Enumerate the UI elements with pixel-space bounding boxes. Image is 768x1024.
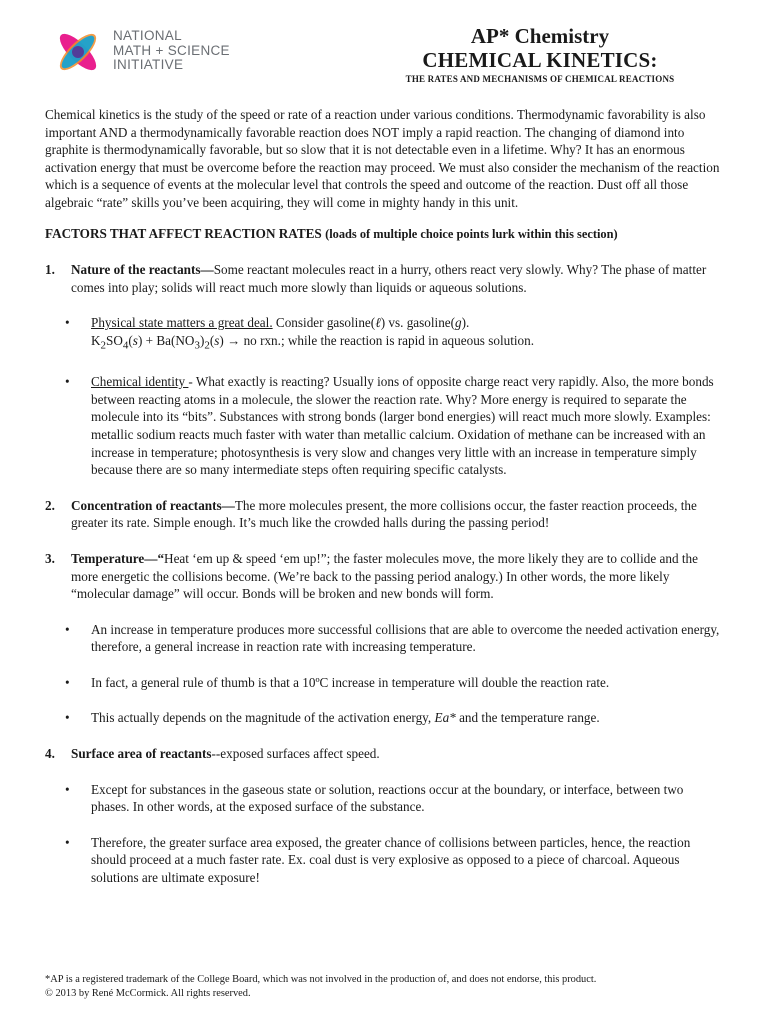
activation-energy-symbol: Ea* <box>434 710 456 726</box>
item-label: Concentration of reactants— <box>71 497 235 513</box>
nmsi-logo-mark <box>52 26 104 78</box>
subscript: 2 <box>204 339 210 352</box>
nmsi-logo <box>52 26 272 84</box>
course-title: AP* Chemistry <box>470 24 610 48</box>
bullet-list <box>45 314 725 478</box>
item-body <box>71 261 725 296</box>
bullet-text: This actually depends on the magnitude of the activation energy, <box>91 710 435 726</box>
bullet-chemical-identity <box>45 373 725 479</box>
bullet-list <box>45 781 725 887</box>
equation-part: ) + Ba(NO <box>137 332 195 348</box>
bullet-item: • Except for substances in the gaseous state or solution, reactions occur at the boundary, or interface, between two phases. In other words, at the exposed surface of the substance. <box>45 781 725 816</box>
item-text: Some reactant molecules react in a hurry, others react very slowly. Why? The phase of matter comes into play; solids will react much more slowly than liquids or aqueous solutions. <box>71 262 707 295</box>
factors-heading-text: FACTORS THAT AFFECT REACTION RATES <box>45 225 322 241</box>
underlined-phrase: Chemical identity <box>91 374 189 390</box>
title-block <box>350 24 730 86</box>
item-number: 1. <box>45 262 55 278</box>
solid-symbol: s <box>132 332 138 348</box>
solid-symbol: s <box>214 332 220 348</box>
factor-item-temperature <box>45 550 725 603</box>
bullet-item: • An increase in temperature produces more successful collisions that are able to overcome the needed activation energy, therefore, a general increase in reaction rate with increasing temperature. <box>45 621 725 656</box>
equation-part: K <box>91 332 101 348</box>
bullet-item <box>45 709 725 727</box>
item-label-quote: “ <box>157 550 165 566</box>
bullet-text: - What exactly is reacting? Usually ions of opposite charge react very rapidly. Also, the more bonds between reacting atoms in a molecule, the slower the reaction rate. Why? More energy is required to separate the molecule into its “bits”. Substances with strong bonds (larger bond energies) will react much more slowly. Examples: metallic sodium reacts much faster with water than metallic calcium. Oxidation of methane can be increased with an increase in temperature; photosynthesis is very slow and changes very little with an increase in temperature simply because there are so many intermediate steps often requiring specific catalysts. <box>91 374 714 478</box>
chemical-equation: $K_2SO_4(s) + Ba(NO_3)_2(s)$ → no rxn.; while the reaction is rapid in aqueous solution. <box>91 332 535 352</box>
bullet-text: ). <box>461 315 470 331</box>
bullet-item: • In fact, a general rule of thumb is that a 10ºC increase in temperature will double the reaction rate. <box>45 674 725 692</box>
liquid-symbol: ℓ <box>375 315 381 331</box>
subscript: 4 <box>122 339 129 352</box>
item-label: Nature of the reactants— <box>71 262 214 278</box>
logo-line: MATH + SCIENCE <box>113 42 230 58</box>
item-label: Surface area of reactants <box>71 746 212 762</box>
bullet-text: ) vs. gasoline( <box>380 315 456 331</box>
numbered-line <box>45 261 725 296</box>
underlined-phrase: Physical state matters a great deal. <box>91 315 273 331</box>
equation-part: SO <box>106 332 123 348</box>
subscript: 3 <box>194 339 200 352</box>
factors-heading-note: (loads of multiple choice points lurk within this section) <box>325 226 618 241</box>
unit-title: CHEMICAL KINETICS: <box>422 48 658 72</box>
bullet-item: • Therefore, the greater surface area exposed, the greater chance of collisions between particles, hence, the reaction should proceed at a much faster rate. Ex. coal dust is very explosive as opposed to a piece of charcoal. Aqueous solutions are ultimate exposure! <box>45 834 725 887</box>
unit-subtitle: THE RATES AND MECHANISMS OF CHEMICAL REACTIONS <box>405 74 675 84</box>
bullet-text: Consider gasoline( <box>272 315 376 331</box>
item-number: 2. <box>45 497 55 513</box>
subscript: 2 <box>100 339 107 352</box>
trademark-note: *AP is a registered trademark of the College Board, which was not involved in the production of, and does not endorse, this product. <box>45 974 597 985</box>
item-text: The more molecules present, the more collisions occur, the faster reaction proceeds, the greater its rate. Simple enough. It’s much like the crowded halls during the passing period! <box>71 497 697 531</box>
document-body <box>45 106 725 905</box>
item-body <box>71 745 380 763</box>
factors-heading <box>45 225 725 244</box>
factor-item-surface-area <box>45 745 725 763</box>
numbered-line <box>45 497 725 532</box>
item-number: 3. <box>45 550 55 566</box>
bullet-list <box>45 621 725 727</box>
factor-item-concentration <box>45 497 725 532</box>
item-text: Heat ‘em up & speed ‘em up!”; the faster molecules move, the more likely they are to collide and the more energetic the collisions become. (We’re back to the passing period analogy.) In other words, the more likely “molecular damage” will occur. Bonds will be broken and new bonds will form. <box>71 550 698 602</box>
item-number: 4. <box>45 746 55 762</box>
numbered-line <box>45 550 725 603</box>
item-body <box>71 497 725 532</box>
logo-wordmark <box>113 29 230 73</box>
item-body <box>71 550 725 603</box>
logo-line: NATIONAL <box>113 28 182 43</box>
factor-item-nature-of-reactants <box>45 261 725 296</box>
numbered-line <box>45 745 725 763</box>
bullet-text: and the temperature range. <box>455 710 600 726</box>
bullet-physical-state <box>45 314 725 355</box>
intro-paragraph: Chemical kinetics is the study of the speed or rate of a reaction under various conditions. Thermodynamic favorability is also important AND a thermodynamically favorable reaction does NOT imply a rapid reaction. The changing of diamond into graphite is thermodynamically favorable, but so slow that it is not detectable even in a lifetime. Why? It has an enormous activation energy that must be overcome before the reaction may proceed. We must also consider the mechanism of the reaction which is a sequence of events at the molecular level that controls the speed and outcome of the reaction. Dust off all those algebraic “rate” skills you’ve been acquiring, they will come in mighty handy in this unit. <box>45 107 720 210</box>
page-footer <box>45 973 596 1000</box>
equation-part: ) <box>199 332 205 348</box>
equation-part: ) → no rxn.; while the reaction is rapid in aqueous solution. <box>219 332 535 348</box>
copyright-line: © 2013 by René McCormick. All rights reserved. <box>45 987 251 999</box>
logo-line: INITIATIVE <box>113 57 184 72</box>
item-text: --exposed surfaces affect speed. <box>211 746 380 762</box>
item-label: Temperature— <box>71 550 158 566</box>
gas-symbol: g <box>455 315 462 331</box>
